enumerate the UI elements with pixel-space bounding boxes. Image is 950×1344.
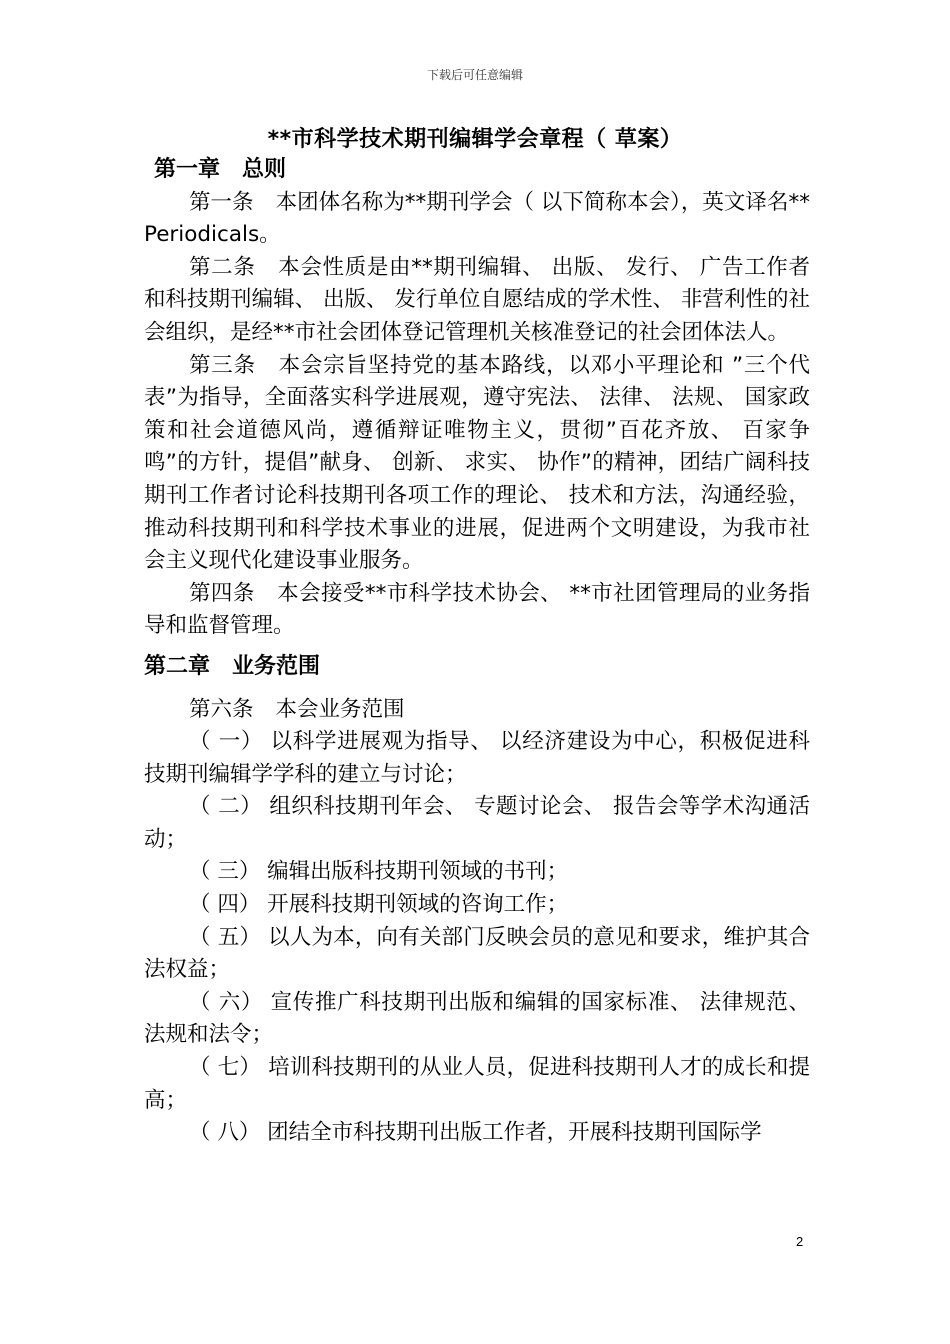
list-item: （ 一） 以科学进展观为指导、 以经济建设为中心，积极促进科技期刊编辑学学科的建立与讨论； [144, 729, 810, 787]
article-label: 第六条 [189, 696, 254, 722]
article-label: 第二条 [189, 254, 256, 280]
list-item: （ 八） 团结全市科技期刊出版工作者，开展科技期刊国际学 [189, 1120, 762, 1146]
article-text: 本团体名称为**期刊学会（ 以下简称本会），英文译名** Periodicals。 [144, 189, 810, 248]
list-item: （ 四） 开展科技期刊领域的咨询工作； [189, 892, 569, 918]
article-text: 本会宗旨坚持党的基本路线，以邓小平理论和 ”三个代表”为指导，全面落实科学进展观，遵守宪法、 法律、 法规、 国家政策和社会道德风尚，遵循辩证唯物主义，贯彻”百花齐放、 百家争鸣”的方针，提倡”献身、 创新、 求实、 协作”的精神，团结广阔科技期刊工作者讨论科技期刊各项工作的理论、 技术和方法，沟通经验，推动科技期刊和科学技术事业的进展，促进两个文明建设，为我市社会主义现代化建设事业服务。 [144, 352, 810, 574]
page-number: 2 [796, 1234, 804, 1249]
article-paragraph [144, 578, 810, 643]
chapter-heading: 第一章 总则 [154, 157, 287, 182]
list-item: （ 五） 以人为本，向有关部门反映会员的意见和要求，维护其合法权益； [144, 924, 810, 983]
article-paragraph [144, 350, 810, 578]
article-label: 第三条 [189, 352, 256, 378]
chapter-heading: 第二章 业务范围 [144, 653, 321, 679]
list-item: （ 七） 培训科技期刊的从业人员，促进科技期刊人才的成长和提高； [144, 1055, 810, 1113]
document-title: **市科学技术期刊编辑学会章程（ 草案） [267, 127, 683, 152]
article-paragraph [144, 187, 810, 252]
article-text: 本会接受**市科学技术协会、 **市社团管理局的业务指导和监督管理。 [144, 580, 810, 639]
article-label: 第一条 [189, 189, 254, 215]
article-paragraph [144, 252, 810, 350]
list-item: （ 三） 编辑出版科技期刊领域的书刊； [189, 859, 569, 885]
article-paragraph [144, 694, 810, 727]
document-body [144, 154, 810, 1150]
page-header: 下载后可任意编辑 [426, 68, 523, 82]
article-text: 本会业务范围 [275, 696, 405, 722]
list-item: （ 二） 组织科技期刊年会、 专题讨论会、 报告会等学术沟通活动； [144, 794, 810, 852]
article-label: 第四条 [189, 580, 255, 606]
article-text: 本会性质是由**期刊编辑、 出版、 发行、 广告工作者和科技期刊编辑、 出版、 发行单位自愿结成的学术性、 非营利性的社会组织，是经**市社会团体登记管理机关核准登记的社会团体法人。 [144, 254, 810, 345]
list-item: （ 六） 宣传推广科技期刊出版和编辑的国家标准、 法律规范、法规和法令； [144, 989, 810, 1048]
